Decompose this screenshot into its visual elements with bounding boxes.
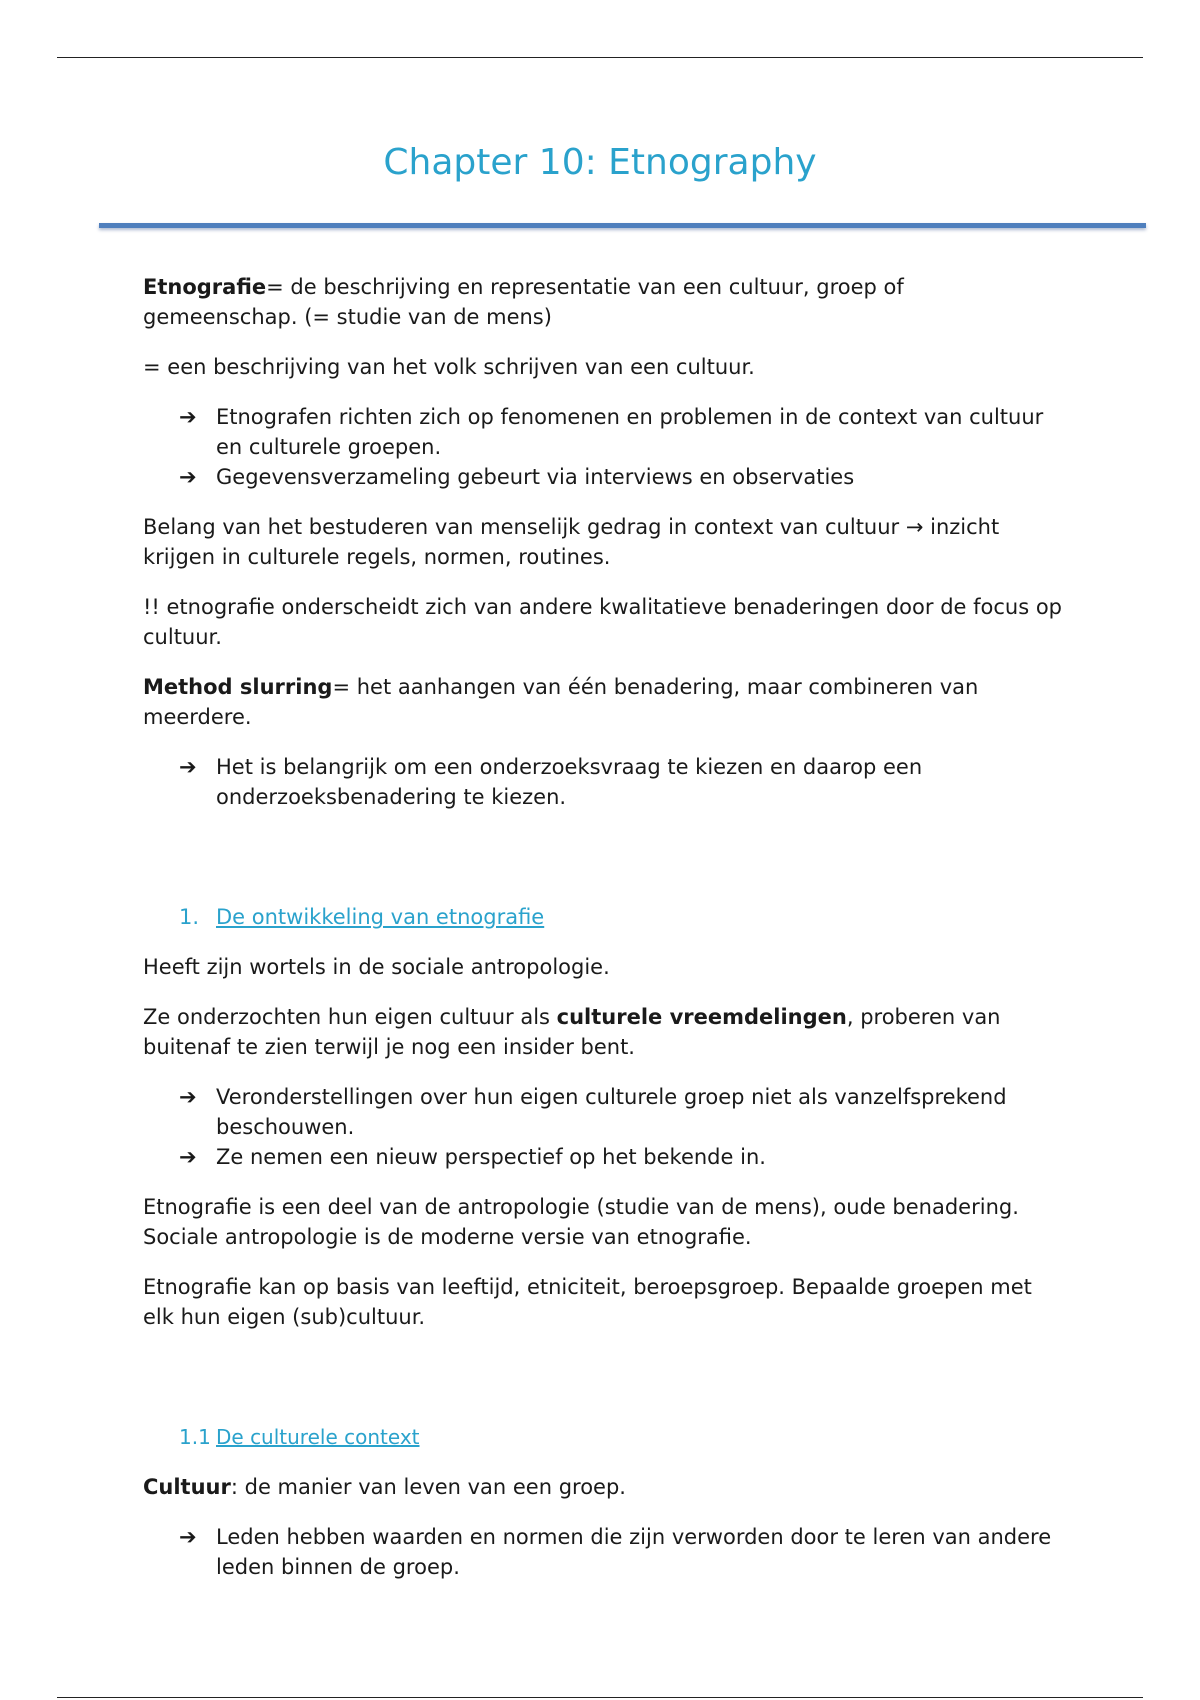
arrow-bullet-icon: ➔ <box>179 1085 197 1109</box>
paragraph-antropologie: Etnografie is een deel van de antropologie (studie van de mens), oude benadering. Sociale antropologie is de moderne versie van etnografie. <box>143 1195 1019 1249</box>
heading-text: De ontwikkeling van etnografie <box>216 905 545 929</box>
paragraph-cultuur-definition <box>143 1472 1063 1502</box>
text-after: , proberen van buitenaf te zien terwijl je nog een insider bent. <box>143 1005 1001 1059</box>
term-method-slurring: Method slurring <box>143 675 333 699</box>
list-item <box>143 1142 1063 1172</box>
paragraph-etnografie-definition <box>143 272 1063 332</box>
list-item-text: Gegevensverzameling gebeurt via interviews en observaties <box>216 465 855 489</box>
spacer <box>143 1352 1063 1402</box>
definition-text: = het aanhangen van één benadering, maar combineren van meerdere. <box>143 675 979 729</box>
bullet-list-leden <box>143 1522 1063 1582</box>
definition-text: = de beschrijving en representatie van een cultuur, groep of gemeenschap. (= studie van de mens) <box>143 275 904 329</box>
arrow-bullet-icon: ➔ <box>179 465 197 489</box>
list-item <box>143 752 1063 812</box>
arrow-bullet-icon: ➔ <box>179 1145 197 1169</box>
paragraph-method-slurring <box>143 672 1063 732</box>
list-item <box>143 462 1063 492</box>
heading-text: De culturele context <box>216 1425 420 1449</box>
bullet-list-onderzoeksvraag <box>143 752 1063 812</box>
page-title: Chapter 10: Etnography <box>383 142 817 183</box>
arrow-bullet-icon: ➔ <box>179 405 197 429</box>
paragraph-focus-cultuur: !! etnografie onderscheidt zich van andere kwalitatieve benaderingen door de focus op cultuur. <box>143 595 1063 649</box>
heading-number: 1. <box>179 905 200 929</box>
paragraph-volk-beschrijving: = een beschrijving van het volk schrijven van een cultuur. <box>143 355 755 379</box>
heading-section-1 <box>179 902 1063 932</box>
list-item-text: Leden hebben waarden en normen die zijn verworden door te leren van andere leden binnen de groep. <box>216 1525 1052 1579</box>
document-body <box>143 272 1063 1602</box>
term-cultuur: Cultuur <box>143 1475 231 1499</box>
list-item-text: Ze nemen een nieuw perspectief op het bekende in. <box>216 1145 766 1169</box>
term-culturele-vreemdelingen: culturele vreemdelingen <box>556 1005 847 1029</box>
arrow-bullet-icon: ➔ <box>179 755 197 779</box>
list-item <box>143 1082 1063 1142</box>
spacer <box>143 832 1063 882</box>
heading-section-1-1 <box>179 1422 1063 1452</box>
list-item-text: Het is belangrijk om een onderzoeksvraag te kiezen en daarop een onderzoeksbenadering te kiezen. <box>216 755 923 809</box>
definition-text: : de manier van leven van een groep. <box>230 1475 626 1499</box>
bottom-border-line <box>57 1697 1143 1698</box>
list-item <box>143 1522 1063 1582</box>
list-item <box>143 402 1063 462</box>
paragraph-wortels: Heeft zijn wortels in de sociale antropologie. <box>143 955 610 979</box>
paragraph-belang: Belang van het bestuderen van menselijk gedrag in context van cultuur → inzicht krijgen in culturele regels, normen, routines. <box>143 515 1000 569</box>
list-item-text: Veronderstellingen over hun eigen culturele groep niet als vanzelfsprekend beschouwen. <box>216 1085 1007 1139</box>
list-item-text: Etnografen richten zich op fenomenen en problemen in de context van cultuur en culturele groepen. <box>216 405 1044 459</box>
paragraph-subcultuur: Etnografie kan op basis van leeftijd, etniciteit, beroepsgroep. Bepaalde groepen met elk hun eigen (sub)cultuur. <box>143 1275 1032 1329</box>
term-etnografie: Etnografie <box>143 275 267 299</box>
top-border-line <box>57 57 1143 58</box>
bullet-list-veronderstellingen <box>143 1082 1063 1172</box>
text-before: Ze onderzochten hun eigen cultuur als <box>143 1005 557 1029</box>
bullet-list-etnografen <box>143 402 1063 492</box>
paragraph-culturele-vreemdelingen <box>143 1002 1063 1062</box>
title-underline-bar <box>99 223 1146 228</box>
heading-number: 1.1 <box>179 1425 211 1449</box>
arrow-bullet-icon: ➔ <box>179 1525 197 1549</box>
